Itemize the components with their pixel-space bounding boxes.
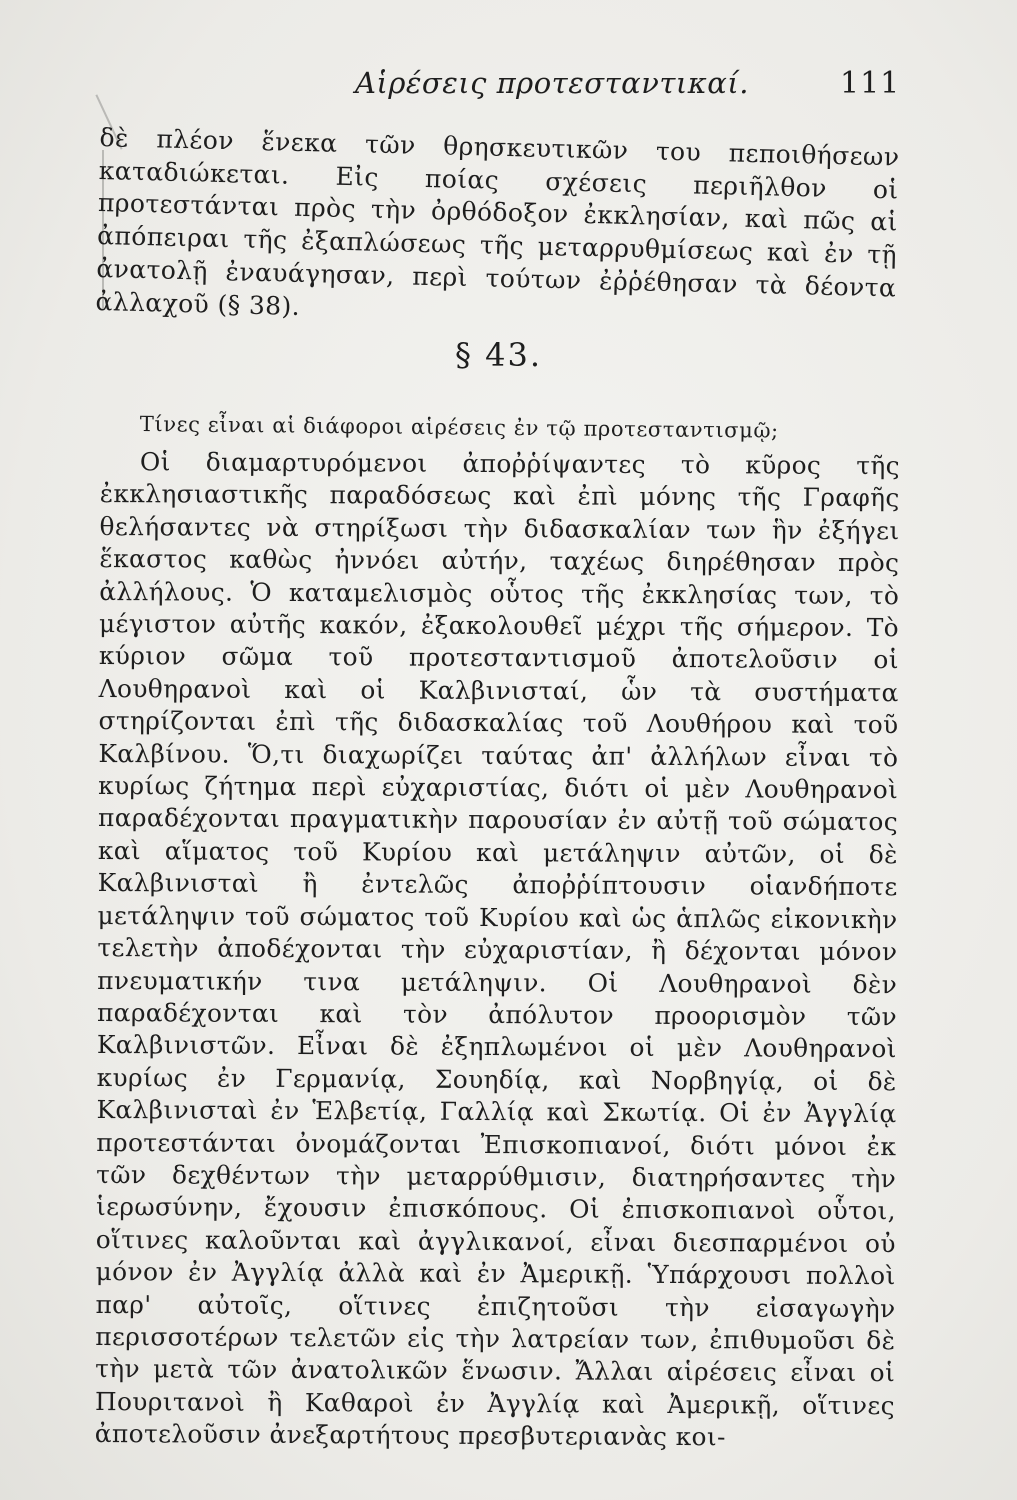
section-question: Τίνες εἶναι αἱ διάφοροι αἱρέσεις ἐν τῷ προτεσταντισμῷ; [139, 412, 779, 443]
answer-text: Οἱ διαμαρτυρόμενοι ἀποῤῥίψαντες τὸ κῦρος τῆς ἐκκλησιαστικῆς παραδόσεως καὶ ἐπὶ μόνης τῆς Γραφῆς θελήσαντες νὰ στηρίξωσι τὴν διδασκαλίαν των ἣν ἐξήγει ἕκαστος καθὼς ἠννόει αὐτήν, ταχέως διηρέθησαν πρὸς ἀλλήλους. Ὁ καταμελισμὸς οὗτος τῆς ἐκκλησίας των, τὸ μέγιστον αὐτῆς κακόν, ἐξακολουθεῖ μέχρι τῆς σήμερον. Τὸ κύριον σῶμα τοῦ προτεσταντισμοῦ ἀποτελοῦσιν οἱ Λουθηρανοὶ καὶ οἱ Καλβινισταί, ὧν τὰ συστήματα στηρίζονται ἐπὶ τῆς διδασκαλίας τοῦ Λουθήρου καὶ τοῦ Καλβίνου. Ὅ,τι διαχωρίζει ταύτας ἀπ' ἀλλήλων εἶναι τὸ κυρίως ζήτημα περὶ εὐχαριστίας, διότι οἱ μὲν Λουθηρανοὶ παραδέχονται πραγματικὴν παρουσίαν ἐν αὐτῇ τοῦ σώματος καὶ αἵματος τοῦ Κυρίου καὶ μετάληψιν αὐτῶν, οἱ δὲ Καλβινισταὶ ἢ ἐντελῶς ἀποῤῥίπτουσιν οἱανδήποτε μετάληψιν τοῦ σώματος τοῦ Κυρίου καὶ ὡς ἁπλῶς εἰκονικὴν τελετὴν ἀποδέχονται τὴν εὐχαριστίαν, ἢ δέχονται μόνον πνευματικήν τινα μετάληψιν. Οἱ Λουθηρανοὶ δὲν παραδέχονται καὶ τὸν ἀπόλυτον προορισμὸν τῶν Καλβινιστῶν. Εἶναι δὲ ἐξηπλωμένοι οἱ μὲν Λουθηρανοὶ κυρίως ἐν Γερμανίᾳ, Σουηδίᾳ, καὶ Νορβηγίᾳ, οἱ δὲ Καλβινισταὶ ἐν Ἑλβετίᾳ, Γαλλίᾳ καὶ Σκωτίᾳ. Οἱ ἐν Ἀγγλίᾳ προτεστάνται ὀνομάζονται Ἐπισκοπιανοί, διότι μόνοι ἐκ τῶν δεχθέντων τὴν μεταρρύθμισιν, διατηρήσαντες τὴν ἱερωσύνην, ἔχουσιν ἐπισκόπους. Οἱ ἐπισκοπιανοὶ οὗτοι, οἵτινες καλοῦνται καὶ ἀγγλικανοί, εἶναι διεσπαρμένοι οὐ μόνον ἐν Ἀγγλίᾳ ἀλλὰ καὶ ἐν Ἀμερικῇ. Ὑπάρχουσι πολλοὶ παρ' αὐτοῖς, οἵτινες ἐπιζητοῦσι τὴν εἰσαγωγὴν περισσοτέρων τελετῶν εἰς τὴν λατρείαν των, ἐπιθυμοῦσι δὲ τὴν μετὰ τῶν ἀνατολικῶν ἕνωσιν. Ἄλλαι αἱρέσεις εἶναι οἱ Πουριτανοὶ ἢ Καθαροὶ ἐν Ἀγγλίᾳ καὶ Ἀμερικῇ, οἵτινες ἀποτελοῦσιν ἀνεξαρτήτους πρεσβυτεριανὰς κοι- [94, 447, 900, 1452]
section-answer [95, 446, 900, 1455]
page-number: 111 [840, 66, 901, 101]
continued-paragraph [95, 122, 900, 338]
paragraph-text: δὲ πλέον ἕνεκα τῶν θρησκευτικῶν του πεποιθήσεων καταδιώκεται. Εἰς ποίας σχέσεις περιῆλθον οἱ προτεστάνται πρὸς τὴν ὀρθόδοξον ἐκκλησίαν, καὶ πῶς αἱ ἀπόπειραι τῆς ἐξαπλώσεως τῆς μεταρρυθμίσεως καὶ ἐν τῇ ἀνατολῇ ἐναυάγησαν, περὶ τούτων ἐῤῥέθησαν τὰ δέοντα ἀλλαχοῦ (§ 38). [95, 122, 900, 321]
page-header [0, 58, 1017, 108]
section-number: § 43. [455, 336, 543, 374]
running-title: Αἱρέσεις προτεσταντικαί. [355, 66, 749, 100]
